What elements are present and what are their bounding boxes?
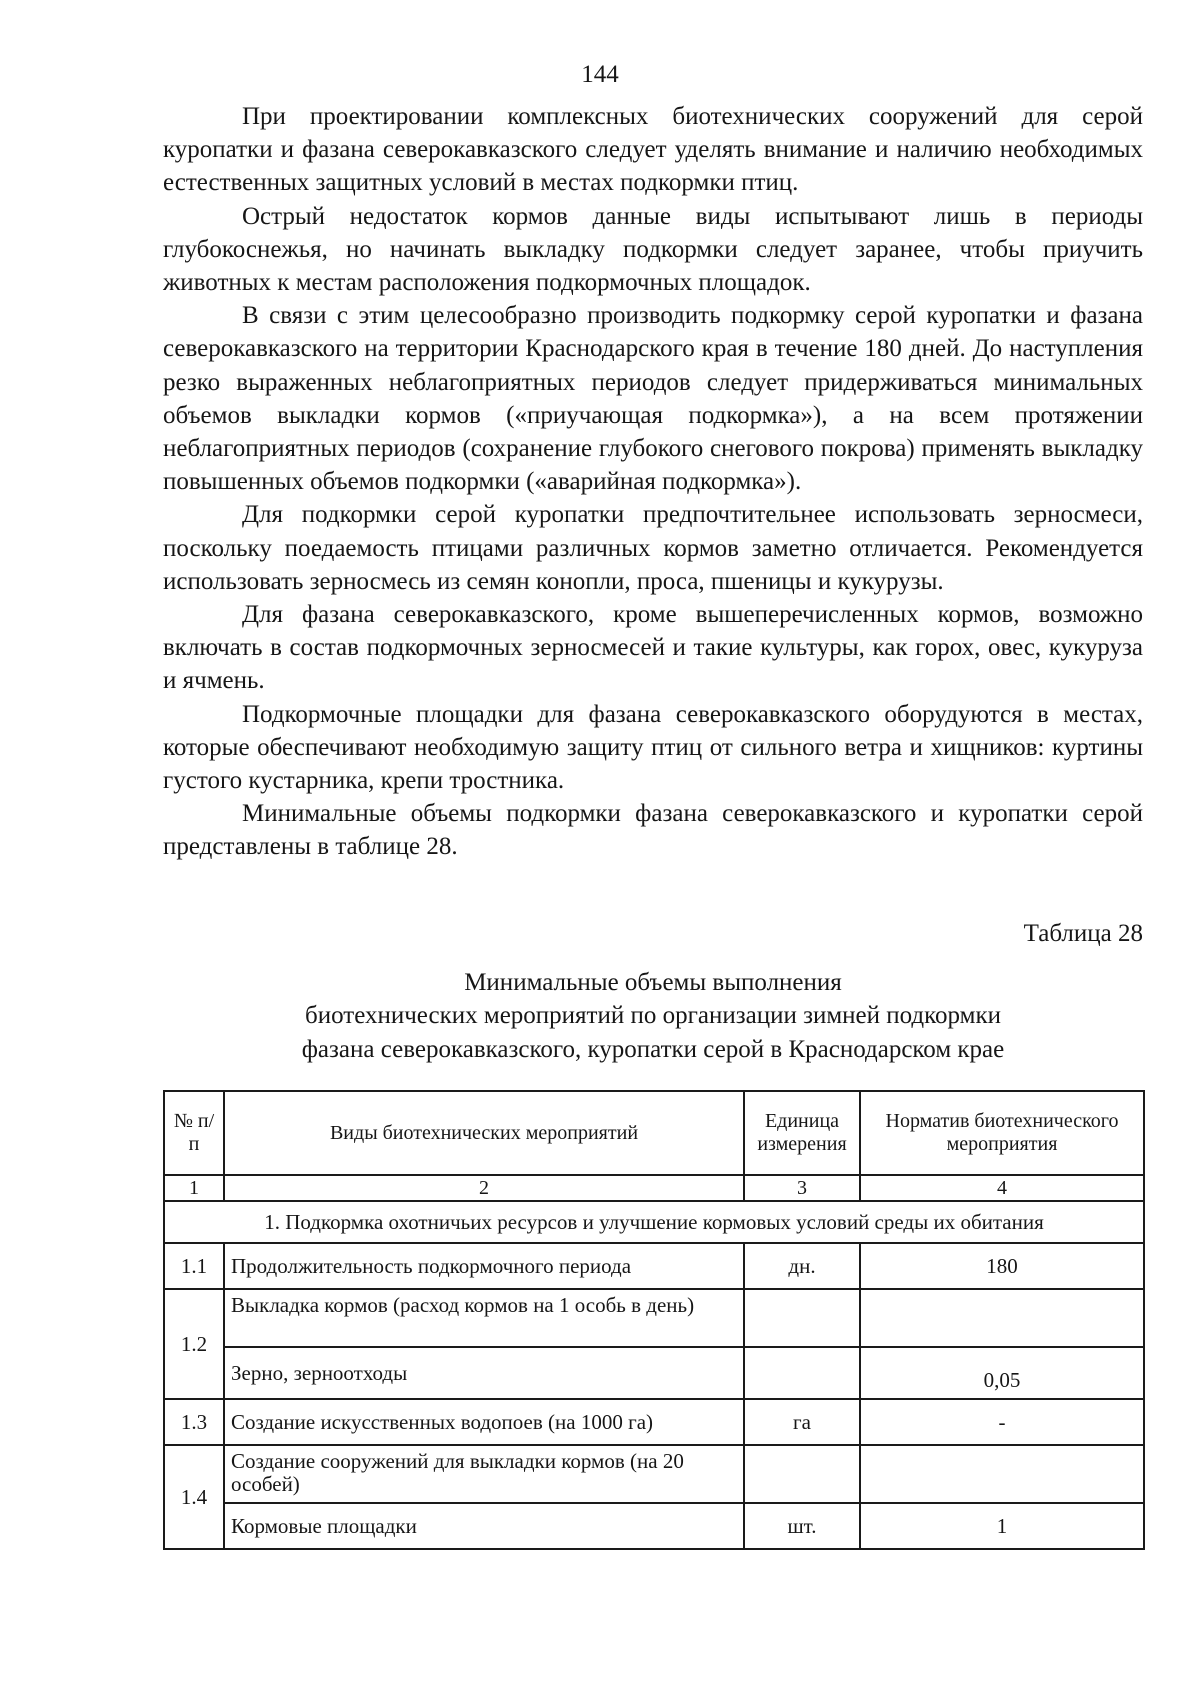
row-kind-cell: Зерно, зерноотходы bbox=[224, 1347, 744, 1399]
page-number: 144 bbox=[581, 61, 619, 88]
row-unit-cell bbox=[744, 1289, 860, 1347]
row-norm-cell: 180 bbox=[860, 1243, 1144, 1289]
header-cell-kind: Виды биотехнических мероприятий bbox=[224, 1091, 744, 1175]
table-title-line: Минимальные объемы выполнения bbox=[464, 969, 842, 996]
column-number-cell: 3 bbox=[744, 1175, 860, 1201]
table-title-line: фазана северокавказского, куропатки серой в Краснодарском крае bbox=[301, 1035, 1005, 1063]
row-kind-cell: Создание сооружений для выкладки кормов (на 20 особей) bbox=[224, 1445, 744, 1503]
paragraph: Острый недостаток кормов данные виды испытывают лишь в периоды глубокоснежья, но начинать выкладку подкормки следует заранее, чтобы приучить животных к местам расположения подкормочных площадок. bbox=[163, 202, 1143, 297]
row-norm-cell: 1 bbox=[860, 1503, 1144, 1549]
row-unit-cell bbox=[744, 1347, 860, 1399]
table-title bbox=[163, 966, 1143, 1066]
column-number-cell: 1 bbox=[164, 1175, 224, 1201]
row-kind-cell: Кормовые площадки bbox=[224, 1503, 744, 1549]
table-row bbox=[164, 1243, 1144, 1289]
table-row bbox=[164, 1399, 1144, 1445]
section-title-cell: 1. Подкормка охотничьих ресурсов и улучшение кормовых условий среды их обитания bbox=[164, 1201, 1144, 1243]
paragraph: Подкормочные площадки для фазана северокавказского оборудуются в местах, которые обеспечивают необходимую защиту птиц от сильного ветра и хищников: куртины густого кустарника, крепи тростника. bbox=[163, 700, 1143, 795]
row-unit-cell: га bbox=[744, 1399, 860, 1445]
row-kind-cell: Создание искусственных водопоев (на 1000 га) bbox=[224, 1399, 744, 1445]
row-norm-cell: 0,05 bbox=[860, 1347, 1144, 1399]
table-subrow bbox=[164, 1347, 1144, 1399]
table-header-row bbox=[164, 1091, 1144, 1175]
header-cell-unit: Единица измерения bbox=[744, 1091, 860, 1175]
header-cell-number: № п/п bbox=[164, 1091, 224, 1175]
row-kind-cell: Выкладка кормов (расход кормов на 1 особь в день) bbox=[224, 1289, 744, 1347]
row-number-cell: 1.2 bbox=[164, 1289, 224, 1399]
table-title-line: биотехнических мероприятий по организации зимней подкормки bbox=[305, 1002, 1001, 1030]
row-number-cell: 1.1 bbox=[164, 1243, 224, 1289]
row-number-cell: 1.3 bbox=[164, 1399, 224, 1445]
row-norm-cell bbox=[860, 1289, 1144, 1347]
row-number-cell: 1.4 bbox=[164, 1445, 224, 1549]
column-number-cell: 2 bbox=[224, 1175, 744, 1201]
section-row bbox=[164, 1201, 1144, 1243]
norms-table bbox=[163, 1090, 1145, 1550]
row-kind-cell: Продолжительность подкормочного периода bbox=[224, 1243, 744, 1289]
column-number-cell: 4 bbox=[860, 1175, 1144, 1201]
column-number-row bbox=[164, 1175, 1144, 1201]
header-cell-norm: Норматив биотехнического мероприятия bbox=[860, 1091, 1144, 1175]
paragraph: Для фазана северокавказского, кроме вышеперечисленных кормов, возможно включать в состав подкормочных зерносмесей и такие культуры, как горох, овес, кукуруза и ячмень. bbox=[163, 601, 1143, 695]
row-norm-cell: - bbox=[860, 1399, 1144, 1445]
table-label: Таблица 28 bbox=[1023, 920, 1143, 947]
table-row bbox=[164, 1289, 1144, 1347]
table-subrow bbox=[164, 1503, 1144, 1549]
table-row bbox=[164, 1445, 1144, 1503]
row-norm-cell bbox=[860, 1445, 1144, 1503]
row-unit-cell bbox=[744, 1445, 860, 1503]
row-unit-cell: шт. bbox=[744, 1503, 860, 1549]
body-text bbox=[163, 100, 1143, 864]
paragraph: При проектировании комплексных биотехнических сооружений для серой куропатки и фазана северокавказского следует уделять внимание и наличию необходимых естественных защитных условий в местах подкормки птиц. bbox=[163, 103, 1143, 197]
paragraph: Минимальные объемы подкормки фазана северокавказского и куропатки серой представлены в таблице 28. bbox=[163, 800, 1143, 861]
paragraph: В связи с этим целесообразно производить подкормку серой куропатки и фазана северокавказского на территории Краснодарского края в течение 180 дней. До наступления резко выраженных неблагоприятных периодов следует придерживаться минимальных объемов выкладки кормов («приучающая подкормка»), а на всем протяжении неблагоприятных периодов (сохранение глубокого снегового покрова) применять выкладку повышенных объемов подкормки («аварийная подкормка»). bbox=[163, 302, 1143, 496]
paragraph: Для подкормки серой куропатки предпочтительнее использовать зерносмеси, поскольку поедаемость птицами различных кормов заметно отличается. Рекомендуется использовать зерносмесь из семян конопли, проса, пшеницы и кукурузы. bbox=[163, 501, 1143, 595]
row-unit-cell: дн. bbox=[744, 1243, 860, 1289]
